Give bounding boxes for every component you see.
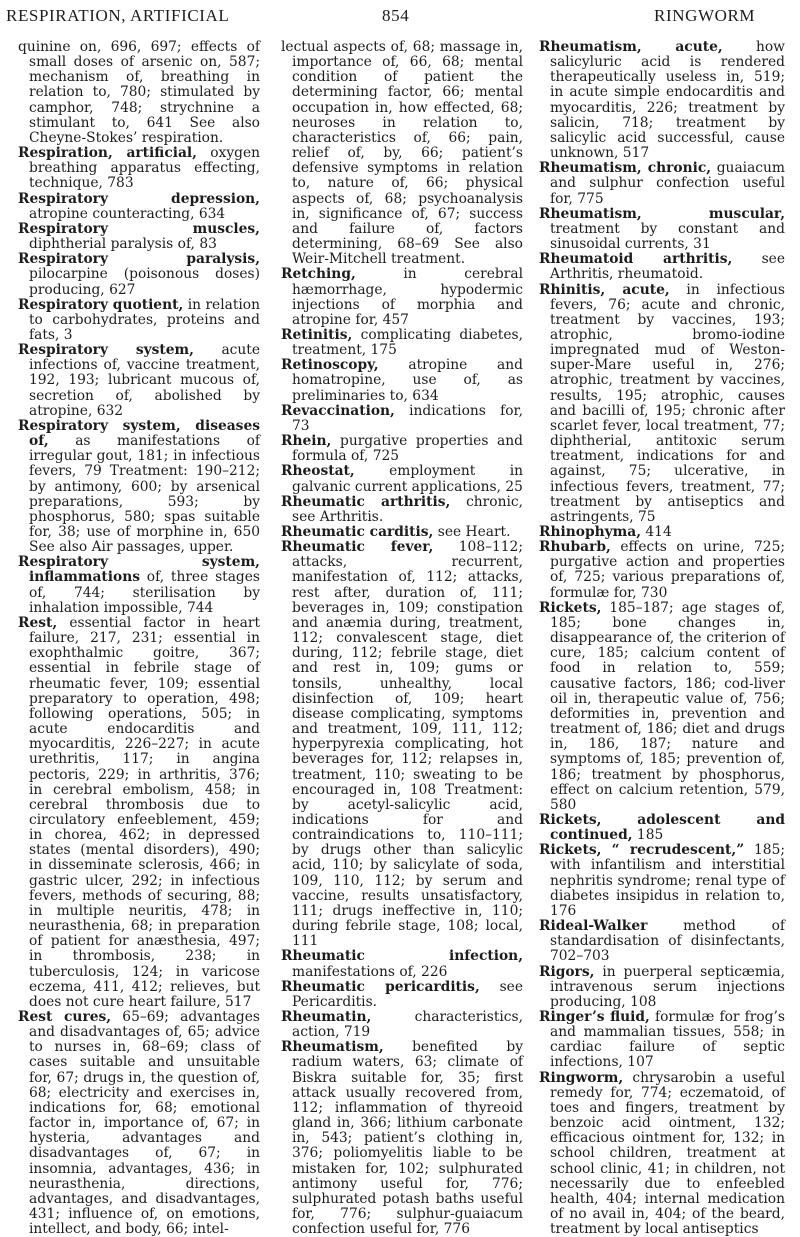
index-headword: Rigors, <box>539 963 595 980</box>
index-entry <box>281 434 523 464</box>
index-entry-text: see Heart. <box>433 524 511 540</box>
index-entry <box>281 949 523 979</box>
index-entry <box>539 540 785 601</box>
index-entry <box>539 283 785 526</box>
index-entry-text: in relation to carbohydrates, proteins and fats, 3 <box>29 296 260 343</box>
index-headword: Rest cures, <box>18 1009 112 1025</box>
index-entry-text: indications for, 73 <box>292 402 523 434</box>
index-entry <box>539 965 785 1010</box>
index-entry-text: purgative properties and formula of, 725 <box>292 433 523 465</box>
index-entry-text: how salicyluric acid is rendered therapeutically useless in, 519; in acute simple endocarditis and myocarditis, 226; treatment by salicin, 718; treatment by salicylic acid successful, cause unknown, 517 <box>550 39 785 162</box>
index-entry <box>18 146 260 191</box>
header-left-term: RESPIRATION, ARTIFICIAL <box>6 6 230 25</box>
index-entry <box>539 252 785 282</box>
index-headword: Rickets, <box>539 599 602 616</box>
index-entry <box>281 525 523 540</box>
index-entry-text: in infectious fevers, 76; acute and chronic, treatment by vaccines, 193; atrophic, bromo-iodine impregnated mud of Weston-super-Mare useful in, 276; atrophic, treatment by vaccines, results, 195; atrophic, causes and bacilli of, 195; chronic after scarlet fever, local treatment, 77; diphtherial, antitoxic serum treatment, indications for and against, 75; ulcerative, in infectious fevers, treatment, 77; treatment by antiseptics and astringents, 75 <box>550 281 785 525</box>
index-entry-text: chrysarobin a useful remedy for, 774; eczematoid, of toes and fingers, treatment by benzoic acid ointment, 132; efficacious ointment for, 132; in school children, treatment at school clinic, 41; in children, not necessarily due to enfeebled health, 404; internal medication of no avail in, 404; of the beard, treatment by local antiseptics <box>550 1069 785 1237</box>
index-headword: Respiratory muscles, <box>18 220 260 237</box>
index-entry-text: as manifestations of irregular gout, 181; in infectious fevers, 79 Treatment: 190–212; by antimony, 600; by arsenical preparations, 593; by phosphorus, 580; spas suitable for, 38; use of morphine in, 650 See also Air passages, upper. <box>29 433 260 556</box>
index-headword: Rheumatism, chronic, <box>539 160 712 177</box>
index-entry-text: diphtherial paralysis of, 83 <box>29 236 217 253</box>
index-entry-text: employment in galvanic current applications, 25 <box>292 463 523 495</box>
index-headword: Rhinitis, acute, <box>539 281 670 298</box>
index-headword: Respiratory paralysis, <box>18 251 260 268</box>
index-entry-text: lectual aspects of, 68; massage in, importance of, 66, 68; mental condition of patient the determining factor, 66; mental occupation in, how effected, 68; neuroses in relation to, characteristics of, 66; pain, relief of, by, 66; patient’s defensive symptoms in relation to, nature of, 66; physical aspects of, 68; psychoanalysis in, significance of, 67; success and failure of, factors determining, 68–69 See also Weir-Mitchell treatment. <box>281 39 523 268</box>
index-headword: Rheumatic carditis, <box>281 524 434 540</box>
index-entry-text: treatment by constant and sinusoidal currents, 31 <box>550 220 785 253</box>
index-entry <box>281 495 523 525</box>
index-entry-text: atropine and homatropine, use of, as preliminaries to, 634 <box>292 357 523 404</box>
index-entry-text: 185–187; age stages of, 185; bone changes in, disappearance of, the criterion of cure, 185; calcium content of food in relation to, 559; causative factors, 186; cod-liver oil in, therapeutic value of, 756; deformities in, prevention and treatment of, 186; diet and drugs in, 186, 187; nature and symptoms of, 185; prevention of, 186; treatment by phosphorus, effect on calcium retention, 579, 580 <box>550 599 785 813</box>
index-headword: Rheumatism, <box>281 1039 384 1056</box>
index-entry <box>18 40 260 146</box>
index-entry-text: in puerperal septicæmia, intravenous serum injections producing, 108 <box>550 963 785 1010</box>
running-header <box>0 6 800 32</box>
index-entry-text: formulæ for frog’s and mammalian tissues, 558; in cardiac failure of septic infections, 107 <box>550 1009 785 1071</box>
index-entry-text: method of standardisation of disinfectants, 702–703 <box>550 918 785 965</box>
index-headword: Rheumatic arthritis, <box>281 493 451 510</box>
index-entry-text: manifestations of, 226 <box>292 963 448 980</box>
index-entry-text: benefited by radium waters, 63; climate of Biskra suitable for, 35; first attack usually recovered from, 112; inflammation of thyreoid gland in, 366; lithium carbonate in, 543; patient’s clothing in, 376; poliomyelitis liable to be mistaken for, 102; sulphurated antimony useful for, 776; sulphurated potash baths useful for, 776; sulphur-guaiacum confection useful for, 776 <box>292 1039 523 1237</box>
index-entry-text: pilocarpine (poisonous doses) producing, 627 <box>29 266 260 298</box>
index-entry <box>539 843 785 919</box>
index-headword: Respiratory system, diseases of, <box>18 417 260 450</box>
index-entry <box>281 1010 523 1040</box>
index-column-3 <box>539 39 785 1237</box>
index-entry-text: see Pericarditis. <box>292 978 524 1010</box>
index-entry <box>281 980 523 1010</box>
index-entry-text: quinine on, 696, 697; effects of small doses of arsenic on, 587; mechanism of, breathing in relation to, 780; stimulated by camphor, 748; strychnine a stimulant to, 641 See also Cheyne-Stokes’ respiration. <box>18 39 260 146</box>
index-headword: Rickets, adolescent and continued, <box>539 811 785 844</box>
index-headword: Ringer’s fluid, <box>539 1009 650 1025</box>
index-entry <box>539 813 785 843</box>
index-entry <box>281 40 523 267</box>
index-headword: Rideal-Walker <box>539 918 648 935</box>
index-entry-text: of, three stages of, 744; sterilisation by inhalation impossible, 744 <box>29 569 260 616</box>
index-entry <box>18 343 260 419</box>
index-entry <box>18 298 260 343</box>
index-column-1 <box>18 39 261 1237</box>
index-entry <box>539 40 785 161</box>
index-column-2 <box>281 39 524 1237</box>
index-entry <box>18 252 260 297</box>
index-entry <box>539 207 785 252</box>
index-headword: Rheumatoid arthritis, <box>539 251 733 268</box>
index-headword: Rheumatin, <box>281 1009 372 1025</box>
index-headword: Retinitis, <box>281 326 353 343</box>
index-headword: Respiratory depression, <box>18 190 260 207</box>
index-entry <box>539 601 785 813</box>
index-entry-text: 414 <box>641 524 672 540</box>
index-entry-text: oxygen breathing apparatus effecting, technique, 783 <box>29 145 261 192</box>
index-headword: Rhubarb, <box>539 539 611 556</box>
index-entry <box>539 1010 785 1071</box>
index-entry <box>18 419 260 555</box>
index-headword: Retching, <box>281 266 356 283</box>
index-entry <box>281 464 523 494</box>
index-entry-text: atropine counteracting, 634 <box>29 205 226 222</box>
index-entry-text: 185 <box>632 827 664 844</box>
index-entry <box>18 616 260 1010</box>
index-headword: Rheostat, <box>281 463 355 480</box>
index-headword: Respiratory quotient, <box>18 296 184 313</box>
index-headword: Rhein, <box>281 433 332 450</box>
index-headword: Rhinophyma, <box>539 524 642 540</box>
index-headword: Rheumatic infection, <box>281 948 523 965</box>
index-entry <box>281 404 523 434</box>
index-entry <box>18 192 260 222</box>
index-entry <box>18 1010 260 1237</box>
index-entry <box>539 161 785 206</box>
index-entry <box>281 267 523 328</box>
index-entry <box>18 555 260 616</box>
index-headword: Rickets, “ recrudescent,” <box>539 842 745 859</box>
index-entry-text: acute infections of, vaccine treatment, 192, 193; lubricant mucous of, secretion of, abolished by atropine, 632 <box>29 342 260 419</box>
header-right-term: RINGWORM <box>654 6 756 25</box>
index-headword: Respiratory system, inflammations <box>18 554 260 586</box>
page-number: 854 <box>382 6 410 25</box>
index-entry-text: effects on urine, 725; purgative action and properties of, 725; various preparations of, formulæ for, 730 <box>550 539 785 601</box>
index-entry <box>281 328 523 358</box>
index-headword: Revaccination, <box>281 402 395 419</box>
index-headword: Rheumatism, muscular, <box>539 205 785 222</box>
index-headword: Ringworm, <box>539 1069 624 1086</box>
index-entry <box>539 525 785 540</box>
index-headword: Rheumatism, acute, <box>539 39 723 55</box>
index-entry <box>539 919 785 964</box>
index-entry <box>281 1040 523 1237</box>
index-entry-text: 185; with infantilism and interstitial nephritis syndrome; renal type of diabetes insipidus in relation to, 176 <box>550 842 785 919</box>
index-entry <box>281 540 523 949</box>
index-entry-text: complicating diabetes, treatment, 175 <box>292 326 523 359</box>
index-headword: Respiratory system, <box>18 342 194 359</box>
index-headword: Rest, <box>18 614 58 631</box>
index-entry-text: guaiacum and sulphur confection useful for, 775 <box>550 160 785 207</box>
index-entry-text: 108–112; attacks, recurrent, manifestation of, 112; attacks, rest after, duration of, 111; beverages in, 109; constipation and anæmia during, treatment, 112; convalescent stage, diet during, 112; febrile stage, diet and rest in, 109; gums or tonsils, unhealthy, local disinfection of, 109; heart disease complicating, symptoms and treatment, 109, 111, 112; hyperpyrexia complicating, hot beverages for, 112; relapses in, treatment, 110; sweating to be encouraged in, 108 Treatment: by acetyl-salicylic acid, indications for and contraindications to, 110–111; by drugs other than salicylic acid, 110; by salicylate of soda, 109, 110, 112; by serum and vaccine, results unsatisfactory, 111; drugs ineffective in, 110; during febrile stage, 108; local, 111 <box>292 539 523 950</box>
index-headword: Respiration, artificial, <box>18 145 197 162</box>
index-entry-text: in cerebral hæmorrhage, hypodermic injections of morphia and atropine for, 457 <box>292 266 523 328</box>
index-entry <box>18 222 260 252</box>
index-headword: Retinoscopy, <box>281 357 379 374</box>
index-entry-text: chronic, see Arthritis. <box>292 493 523 525</box>
index-entry-text: see Arthritis, rheumatoid. <box>550 251 785 283</box>
index-headword: Rheumatic pericarditis, <box>281 978 480 995</box>
index-headword: Rheumatic fever, <box>281 539 434 556</box>
index-entry <box>539 1071 785 1237</box>
index-entry <box>281 358 523 403</box>
index-entry-text: characteristics, action, 719 <box>292 1009 523 1041</box>
index-entry-text: 65–69; advantages and disadvantages of, 65; advice to nurses in, 68–69; class of cases suitable and unsuitable for, 67; drugs in, the question of, 68; electricity and exercises in, indications for, 68; emotional factor in, importance of, 67; in hysteria, advantages and disadvantages of, 67; in insomnia, advantages, 436; in neurasthenia, directions, advantages, and disadvantages, 431; influence of, on emotions, intellect, and body, 66; intel- <box>29 1009 260 1237</box>
index-entry-text: essential factor in heart failure, 217, 231; essential in exophthalmic goitre, 367; essential in febrile stage of rheumatic fever, 109; essential preparatory to operation, 498; following operations, 505; in acute endocarditis and myocarditis, 226–227; in acute urethritis, 117; in angina pectoris, 229; in arthritis, 376; in cerebral embolism, 458; in cerebral thrombosis due to circulatory enfeeblement, 459; in chorea, 462; in depressed states (mental disorders), 490; in disseminate sclerosis, 466; in gastric ulcer, 292; in infectious fevers, methods of securing, 88; in multiple neuritis, 478; in neurasthenia, 68; in preparation of patient for anæsthesia, 497; in thrombosis, 238; in tuberculosis, 124; in varicose eczema, 411, 412; relieves, but does not cure heart failure, 517 <box>29 614 260 1010</box>
